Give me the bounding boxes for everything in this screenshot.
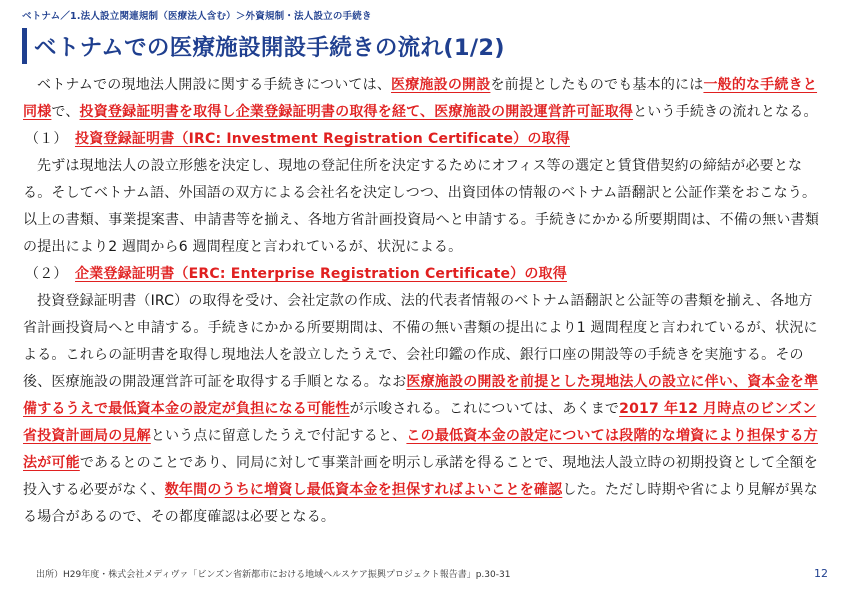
intro-text-2: を前提としたものでも基本的には (490, 77, 704, 93)
section1-paragraph: 先ずは現地法人の設立形態を決定し、現地の登記住所を決定するためにオフィス等の選定と賃貸借契約の締結が必要となる。そしてベトナム語、外国語の双方による会社名を決定しつつ、出資団体の情報のベトナム語翻訳と公証作業をおこなう。以上の書類、事業提案書、申請書等を揃え、各地方省計画投資局へと申請する。手続きにかかる所要期間は、不備の無い書類の提出により2 週間から6 週間程度と言われているが、状況による。 (23, 158, 820, 255)
section1-heading-row (23, 126, 823, 153)
page-title: ベトナムでの医療施設開設手続きの流れ(1/2) (34, 35, 505, 61)
intro-paragraph (23, 72, 823, 126)
intro-text-1: ベトナムでの現地法人開設に関する手続きについては、 (37, 77, 392, 93)
intro-text-3: で、 (51, 104, 80, 120)
intro-highlight-3: 投資登録証明書を取得し企業登録証明書の取得を経て、医療施設の開設運営許可証取得 (79, 104, 634, 120)
section2-highlight-4: 数年間のうちに増資し最低資本金を担保すればよいことを確認 (164, 482, 563, 498)
page-number: 12 (814, 567, 828, 580)
title-accent-bar (22, 28, 27, 64)
section2-highlight-2: 2017 年12 月時点のビンズン省投資計画局の見解 (23, 401, 817, 444)
section2-number: （２） (25, 266, 68, 282)
section2-text-2: が示唆される。これについては、あくまで (349, 401, 620, 417)
section2-text-5: した。ただし時期や省により見解が異なる場合があるので、その都度確認は必要となる。 (23, 482, 818, 525)
intro-text-4: という手続きの流れとなる。 (633, 104, 818, 120)
section2-highlight-3: この最低資本金の設定については段階的な増資により担保する方法が可能 (23, 428, 818, 471)
breadcrumb: ベトナム／1.法人設立関連規制（医療法人含む）＞外資規制・法人設立の手続き (22, 11, 372, 22)
intro-highlight-1: 医療施設の開設 (391, 77, 491, 93)
section2-text-4: であるとのことであり、同局に対して事業計画を明示し承諾を得ることで、現地法人設立時の初期投資として全額を投入する必要がなく、 (23, 455, 818, 498)
section2-paragraph (23, 288, 823, 531)
source-citation: 出所）H29年度・株式会社メディヴァ「ビンズン省新都市における地域ヘルスケア振興プロジェクト報告書」p.30-31 (36, 570, 511, 580)
main-content (23, 72, 823, 531)
section1-heading: 投資登録証明書（IRC: Investment Registration Certificate）の取得 (75, 131, 570, 147)
section2-highlight-1: 医療施設の開設を前提とした現地法人の設立に伴い、資本金を準備するうえで最低資本金の設定が負担になる可能性 (23, 374, 819, 417)
section1-number: （１） (25, 131, 68, 147)
section2-text-1: 投資登録証明書（IRC）の取得を受け、会社定款の作成、法的代表者情報のベトナム語翻訳と公証等の書類を揃え、各地方省計画投資局へと申請する。手続きにかかる所要期間は、不備の無い書類の提出により1 週間程度と言われているが、状況による。これらの証明書を取得し現地法人を設立したうえで、会社印鑑の作成、銀行口座の開設等の手続きを実施する。その後、医療施設の開設運営許可証を取得する手順となる。なお (23, 293, 818, 390)
section2-text-3: という点に留意したうえで付記すると、 (150, 428, 407, 444)
intro-highlight-2: 一般的な手続きと同様 (23, 77, 818, 120)
section2-heading-row (23, 261, 823, 288)
section2-heading: 企業登録証明書（ERC: Enterprise Registration Certificate）の取得 (75, 266, 567, 282)
